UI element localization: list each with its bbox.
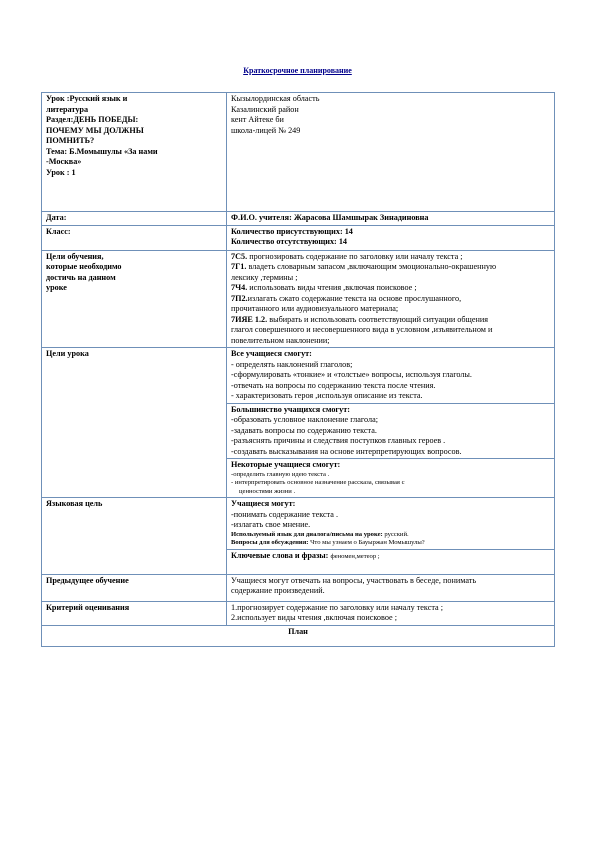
learning-goals-row <box>42 250 555 348</box>
criteria-cell <box>227 601 555 625</box>
learning-goals-label-line: достичь на данном <box>46 272 116 282</box>
plan-row <box>42 625 555 646</box>
school-region: Кызылординская область <box>231 94 320 103</box>
school-name: школа-лицей № 249 <box>231 125 301 135</box>
goal-text: владеть словарным запасом ,включающим эмоционально-окрашенную <box>246 262 497 271</box>
most-students-cell <box>227 403 555 459</box>
discussion-questions-label: Вопросы для обсуждения: <box>231 539 311 547</box>
some-item: - интерпретировать основное назначение рассказа, связывая с <box>231 479 405 487</box>
all-item: - определять наклонений глаголов; <box>231 359 353 369</box>
date-row <box>42 212 555 226</box>
learning-goals-label <box>42 250 227 348</box>
school-district: Казалинский район <box>231 104 299 114</box>
previous-learning-text: Учащиеся могут отвечать на вопросы, участвовать в беседе, понимать <box>231 575 477 585</box>
keywords-cell <box>227 549 555 574</box>
goal-code: 7Ч4. <box>231 283 248 292</box>
all-item: -отвечать на вопросы по содержанию текста после чтения. <box>231 380 436 390</box>
goal-item <box>231 315 550 326</box>
goal-code: 7С5. <box>231 251 248 261</box>
goal-code: 7ИЯЕ 1.2. <box>231 314 268 324</box>
goal-text: глагол совершенного и несовершенного вида в условном ,изъявительном и <box>231 325 493 334</box>
most-students-title: Большинство учащихся смогут: <box>231 404 350 414</box>
language-used-value: русский. <box>384 530 409 538</box>
goal-text: излагать сжато содержание текста на основе прослушанного, <box>247 293 462 303</box>
all-item: - характеризовать героя ,используя описание из текста. <box>231 391 423 400</box>
learning-goals-label-line: Цели обучения, <box>46 251 104 261</box>
goal-item <box>231 252 550 263</box>
attendance-cell <box>227 225 555 250</box>
discussion-questions <box>231 539 550 548</box>
learning-goals-label-line: уроке <box>46 283 67 292</box>
some-students-cell <box>227 459 555 498</box>
criteria-item: 1.прогнозирует содержание по заголовку или началу текста ; <box>231 602 443 612</box>
present-count: Количество присутствующих: 14 <box>231 226 353 236</box>
previous-learning-text: содержание произведений. <box>231 586 325 596</box>
keywords-value: феномен,метеор ; <box>330 552 380 560</box>
goal-text: использовать виды чтения ,включая поисковое ; <box>247 283 417 292</box>
previous-learning-cell <box>227 574 555 601</box>
goal-text: лексику ,термины ; <box>231 272 298 282</box>
all-item: -сформулировать «тонкие» и «толстые» вопросы, используя глаголы. <box>231 370 472 379</box>
language-goal-row <box>42 498 555 550</box>
criteria-label: Критерий оценивания <box>42 601 227 625</box>
goal-text: прочитанного или аудиовизуального материала; <box>231 304 399 313</box>
goal-code: 7Г1. <box>231 262 247 271</box>
some-item: -определить главную идею текста . <box>231 470 330 478</box>
keywords-label: Ключевые слова и фразы: <box>231 550 331 560</box>
class-row <box>42 225 555 250</box>
document-title: Краткосрочное планирование <box>243 66 352 75</box>
language-used <box>231 531 550 540</box>
lesson-section-cont: ПОЧЕМУ МЫ ДОЛЖНЫ <box>46 125 144 135</box>
lesson-goals-label: Цели урока <box>42 348 227 498</box>
discussion-questions-value: Что мы узнаем о Бауыржан Момышулы? <box>310 539 425 547</box>
some-item: ценностями жизни . <box>239 487 296 495</box>
goal-text: прогнозировать содержание по заголовку или началу текста ; <box>247 251 463 261</box>
school-town: кент Айтеке би <box>231 115 284 124</box>
criteria-row <box>42 601 555 625</box>
goal-text: выбирать и использовать соответствующий ситуации общения <box>267 314 489 324</box>
language-goal-item: -понимать содержание текста . <box>231 509 339 519</box>
previous-learning-row <box>42 574 555 601</box>
language-goal-cell <box>227 498 555 550</box>
lesson-number: Урок : 1 <box>46 167 76 177</box>
learning-goals-label-line: которые необходимо <box>46 262 122 271</box>
learning-goals-list <box>227 250 555 348</box>
lesson-subject-cont: литература <box>46 104 89 114</box>
previous-learning-label: Предыдущее обучение <box>42 574 227 601</box>
goal-item <box>231 283 550 294</box>
lesson-section-cont2: ПОМНИТЬ? <box>46 136 95 145</box>
language-goal-label: Языковая цель <box>42 498 227 575</box>
goal-text: повелительном наклонении; <box>231 335 330 345</box>
all-students-cell <box>227 348 555 404</box>
date-label: Дата: <box>42 212 227 226</box>
goal-item <box>231 294 550 305</box>
some-students-title: Некоторые учащиеся смогут: <box>231 460 341 469</box>
goal-code: 7П2. <box>231 293 248 303</box>
class-label: Класс: <box>42 225 227 250</box>
all-students-title: Все учащиеся смогут: <box>231 349 312 358</box>
school-info-cell <box>227 93 555 212</box>
most-item: -задавать вопросы по содержанию текста. <box>231 425 377 435</box>
absent-count: Количество отсутствующих: 14 <box>231 237 348 246</box>
goal-item <box>231 262 550 273</box>
plan-heading: План <box>42 625 555 646</box>
most-item: -создавать высказывания на основе интерпретирующих вопросов. <box>231 446 462 456</box>
language-goal-title: Учащиеся могут: <box>231 499 296 509</box>
lesson-goals-row-all <box>42 348 555 404</box>
lesson-section: Раздел:ДЕНЬ ПОБЕДЫ: <box>46 115 139 124</box>
teacher-name: Ф.И.О. учителя: Жарасова Шамшырак Зинадиновна <box>227 212 555 226</box>
criteria-item: 2.использует виды чтения ,включая поисковое ; <box>231 613 397 623</box>
lesson-plan-table <box>41 92 555 647</box>
most-item: -образовать условное наклонение глагола; <box>231 415 378 424</box>
most-item: -разъяснять причины и следствия поступков главных героев . <box>231 436 446 445</box>
lesson-topic-cont: -Москва» <box>46 157 82 166</box>
lesson-subject: Урок :Русский язык и <box>46 94 128 103</box>
language-used-label: Используемый язык для диалога/письма на уроке: <box>231 530 385 538</box>
lesson-info-cell <box>42 93 227 212</box>
header-row <box>42 93 555 212</box>
language-goal-item: -излагать свое мнение. <box>231 520 311 530</box>
lesson-topic: Тема: Б.Момышулы «За нами <box>46 146 158 156</box>
